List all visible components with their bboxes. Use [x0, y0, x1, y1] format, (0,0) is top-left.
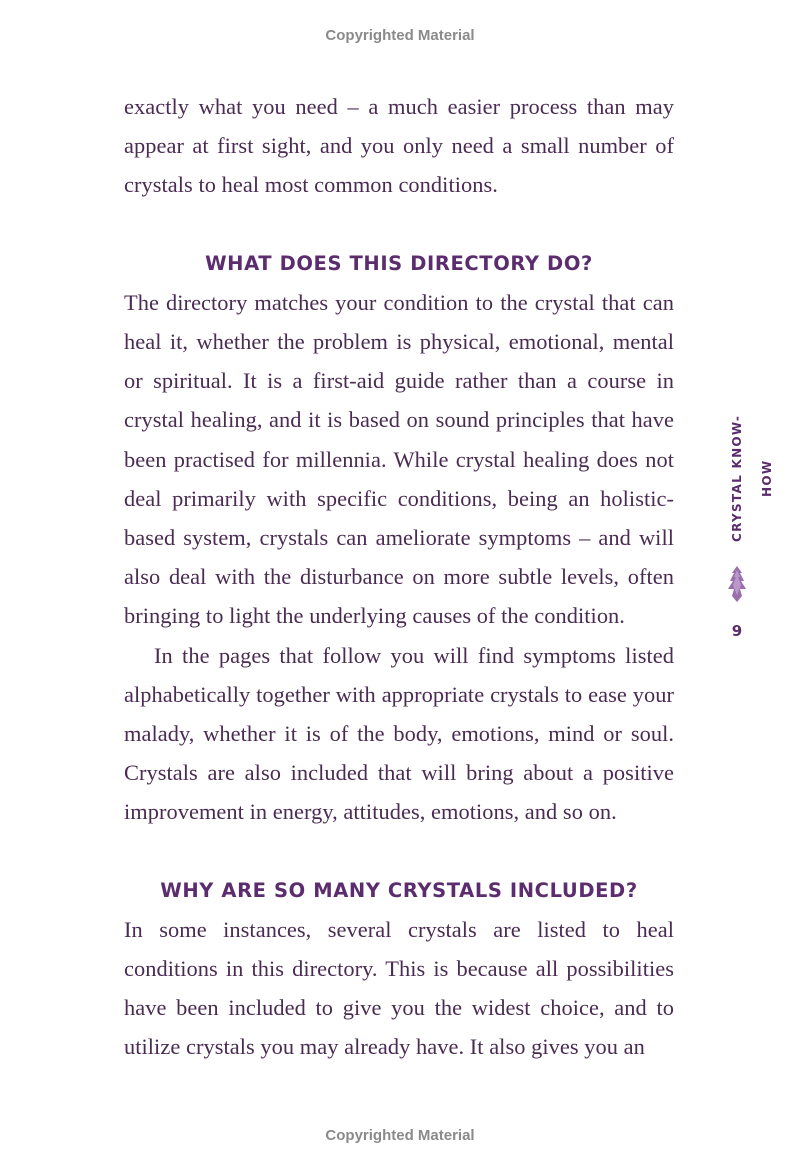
crystals-included-paragraph: In some instances, several crystals are listed to heal conditions in this directory. This is because all possibilities have been included to give you the widest choice, and to utilize crystals you may already have. It also gives you an — [124, 916, 674, 1060]
crystal-icon — [725, 565, 749, 603]
section-label-vertical: CRYSTAL KNOW-HOW — [730, 414, 774, 542]
section-heading-crystals-included: WHY ARE SO MANY CRYSTALS INCLUDED? — [160, 878, 638, 902]
directory-paragraph-1: The directory matches your condition to the crystal that can heal it, whether the problem is physical, emotional, mental or spiritual. It is a first-aid guide rather than a course in crystal healing, and it is based on sound principles that have been practised for millennia. While crystal healing does not deal primarily with specific conditions, being an holistic-based system, crystals can ameliorate symptoms – and will also deal with the disturbance on more subtle levels, often bringing to light the underlying causes of the condition. — [124, 289, 674, 629]
section-heading-directory: WHAT DOES THIS DIRECTORY DO? — [205, 251, 593, 275]
section-spacer — [124, 205, 674, 244]
page-body — [124, 87, 674, 1067]
page-number: 9 — [731, 622, 743, 640]
copyright-watermark-bottom: Copyrighted Material — [325, 1127, 475, 1144]
section-spacer — [124, 832, 674, 871]
intro-paragraph: exactly what you need – a much easier process than may appear at first sight, and you only need a small number of crystals to heal most common conditions. — [124, 94, 674, 198]
side-section-tab — [722, 410, 774, 660]
directory-paragraph-2: In the pages that follow you will find symptoms listed alphabetically together with appropriate crystals to ease your malady, whether it is of the body, emotions, mind or soul. Crystals are also included that will bring about a positive improvement in energy, attitudes, emotions, and so on. — [124, 642, 674, 825]
copyright-watermark-top: Copyrighted Material — [325, 27, 475, 44]
